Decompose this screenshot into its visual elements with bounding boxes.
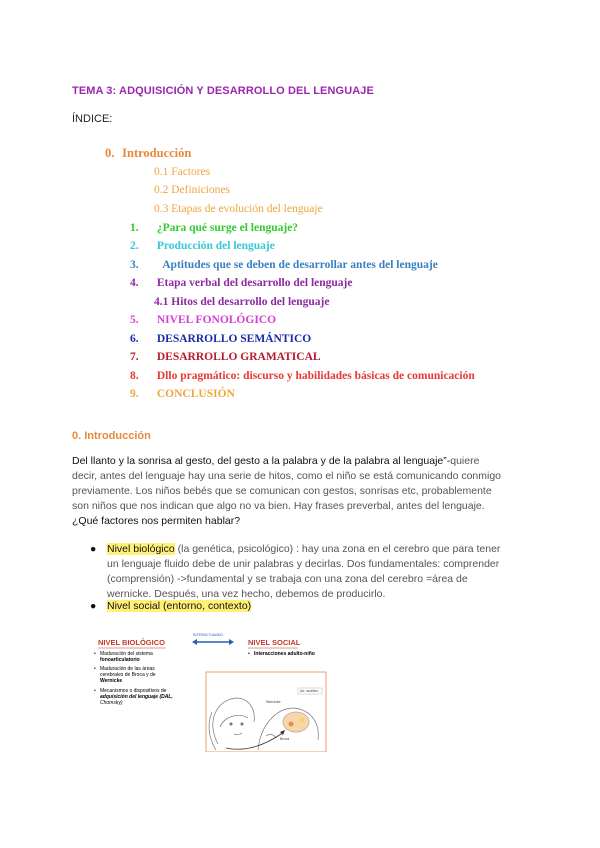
toc-item-4[interactable]	[130, 222, 298, 234]
highlight-text: Nivel social (entorno, contexto)	[107, 600, 252, 612]
toc-text: 4.1 Hitos del desarrollo del lenguaje	[154, 296, 330, 308]
toc-item-8[interactable]	[154, 296, 329, 308]
svg-text:Maduración de las áreas: Maduración de las áreas	[100, 666, 155, 672]
toc-num: 9.	[130, 388, 139, 400]
illustration-frame	[206, 672, 326, 752]
list-item: •	[248, 651, 250, 657]
levels-diagram	[88, 632, 328, 752]
right-list	[248, 651, 315, 657]
toc-item-7[interactable]	[130, 277, 352, 289]
toc-item-2[interactable]	[154, 184, 230, 196]
toc-text: CONCLUSIÓN	[156, 388, 235, 400]
arrow-label: INTERACTUANDO	[193, 633, 224, 637]
toc-num: 8.	[130, 370, 139, 382]
toc-item-6[interactable]	[130, 259, 438, 271]
toc-num: 4.	[130, 277, 139, 289]
toc-text: Dllo pragmático: discurso y habilidades básicas de comunicación	[156, 370, 475, 382]
toc-item-13[interactable]	[130, 388, 235, 400]
list-item: •	[94, 688, 96, 694]
toc-num: 0.	[105, 146, 115, 160]
bullet-dot: ●	[90, 543, 97, 555]
toc-num: 1.	[130, 222, 139, 234]
bullet-dot: ●	[90, 600, 97, 612]
toc-num: 7.	[130, 351, 139, 363]
toc-text: NIVEL FONOLÓGICO	[156, 314, 277, 326]
svg-text:cerebrales de Broca y de: cerebrales de Broca y de	[100, 672, 156, 678]
svg-text:adquisición del lenguaje (DAL,: adquisición del lenguaje (DAL,	[100, 694, 173, 700]
index-label: ÍNDICE:	[72, 113, 113, 125]
svg-text:fonoarticulatorio: fonoarticulatorio	[100, 657, 140, 663]
bullet-biological: Nivel biológico (la genética, psicológico) : hay una zona en el cerebro que para tener un lenguaje fluido debe de unir palabras y decirlas. Dos fundamentales: comprender (comprensión) ->fundamental y se trabaja con una zona del cerebro =área de wernicke. Después, una vez hecho, debemos de producirlo.	[107, 543, 501, 600]
toc-item-10[interactable]	[130, 333, 311, 345]
document-title: TEMA 3: ADQUISICIÓN Y DESARROLLO DEL LENGUAJE	[72, 85, 374, 97]
highlight-text: Nivel biológico	[107, 543, 175, 555]
toc-text: DESARROLLO GRAMATICAL	[156, 351, 321, 363]
left-list	[94, 651, 173, 706]
toc-item-5[interactable]	[130, 240, 275, 252]
label-wernicke: Wernicke	[266, 700, 281, 704]
toc-text: ¿Para qué surge el lenguaje?	[156, 222, 299, 234]
left-title: NIVEL BIOLÓGICO	[98, 638, 165, 647]
paragraph-line: decir, antes del lenguaje hay una serie de hitos, como el niño se está comunicando conmigo	[72, 470, 502, 482]
toc-text: Introducción	[122, 146, 192, 160]
paragraph-line: previamente. Los niños bebés que se comunican con gestos, sonrisas etc, probablemente	[72, 485, 492, 497]
toc-num: 6.	[130, 333, 139, 345]
svg-text:Chomsky): Chomsky)	[100, 700, 123, 706]
paragraph-question: ¿Qué factores nos permiten hablar?	[72, 515, 241, 527]
paragraph-line: son niños que nos indican que algo no va bien. Hay frases preverbal, antes del lenguaje.	[72, 500, 485, 512]
toc-text: Producción del lenguaje	[156, 240, 275, 252]
toc-text: Etapa verbal del desarrollo del lenguaje	[156, 277, 353, 289]
svg-text:Wernicke: Wernicke	[100, 678, 123, 684]
toc-item-1[interactable]	[154, 166, 210, 178]
toc-text: 0.3 Etapas de evolución del lenguaje	[154, 203, 323, 215]
bullet-social	[107, 599, 527, 614]
toc-text: 0.1 Factores	[154, 166, 211, 178]
intro-paragraph	[72, 454, 532, 529]
toc-num: 3.	[130, 259, 139, 271]
section-heading: 0. Introducción	[72, 430, 151, 442]
svg-text:Mecanismos o dispositivos de: Mecanismos o dispositivos de	[100, 688, 167, 694]
toc-item-12[interactable]	[130, 370, 475, 382]
toc-text: DESARROLLO SEMÁNTICO	[156, 333, 312, 345]
toc-text: 0.2 Definiciones	[154, 184, 231, 196]
toc-item-9[interactable]	[130, 314, 276, 326]
toc-item-3[interactable]	[154, 203, 323, 215]
paragraph-line: Del llanto y la sonrisa al gesto, del gesto a la palabra y de la palabra al lenguaje”-quiere	[72, 455, 480, 467]
toc-num: 2.	[130, 240, 139, 252]
label-broca: Broca	[280, 737, 290, 741]
toc-num: 5.	[130, 314, 139, 326]
toc-item-11[interactable]	[130, 351, 321, 363]
list-item: •	[94, 651, 96, 657]
toc-item-0[interactable]	[105, 146, 191, 161]
svg-text:Maduración del sistema: Maduración del sistema	[100, 651, 153, 657]
list-item: •	[94, 666, 96, 672]
label-auditory: Ad. auditivo	[300, 689, 319, 693]
svg-text:Interacciones adulto-niño: Interacciones adulto-niño	[254, 651, 315, 657]
toc-text: Aptitudes que se deben de desarrollar antes del lenguaje	[162, 259, 438, 271]
right-title: NIVEL SOCIAL	[248, 638, 301, 647]
